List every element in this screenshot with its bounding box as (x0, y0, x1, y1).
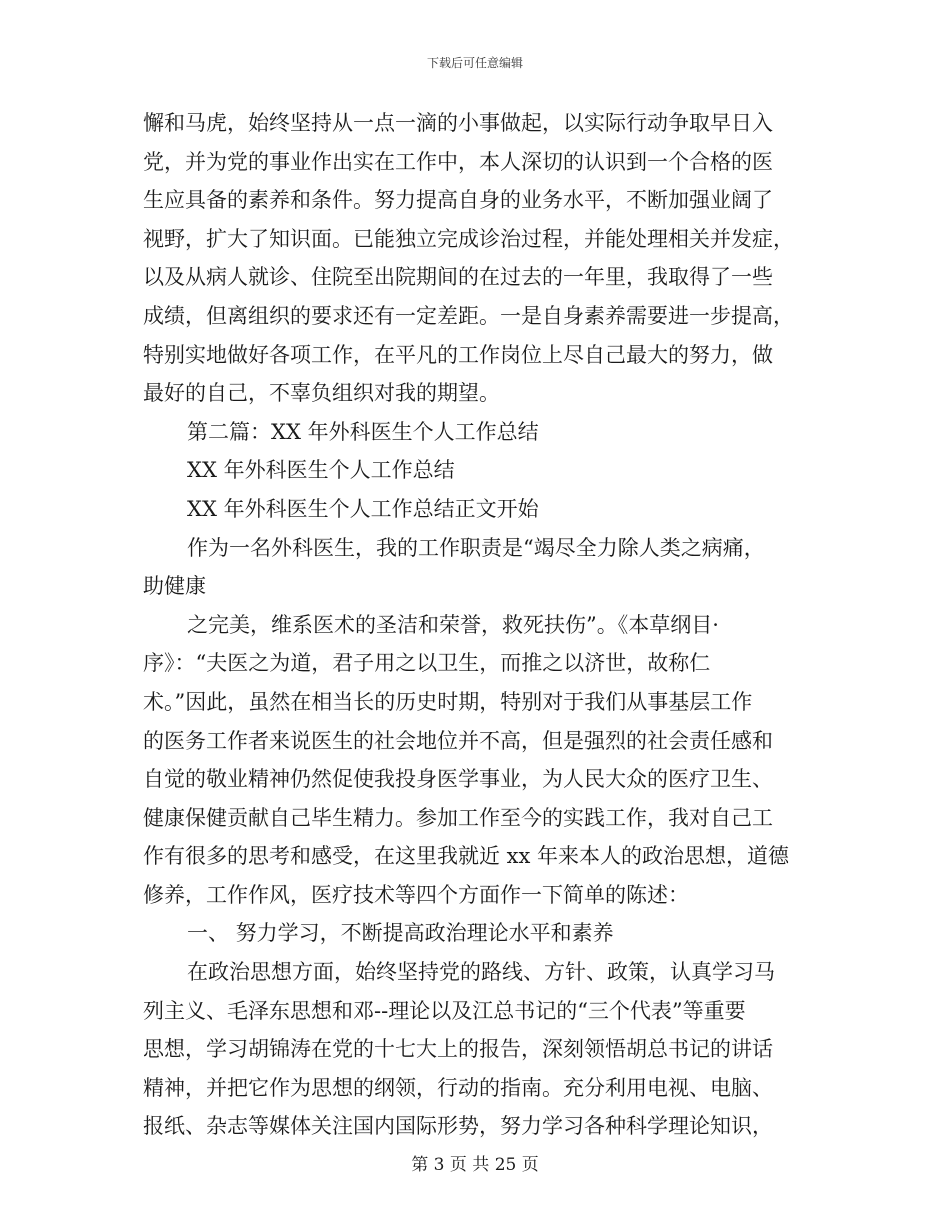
text-line: 之完美，维系医术的圣洁和荣誉，救死扶伤”。《本草纲目· (187, 612, 719, 637)
text-line: 精神，并把它作为思想的纲领，行动的指南。充分利用电视、电脑、 (143, 1075, 773, 1100)
text-line: 生应具备的素养和条件。努力提高自身的业务水平，不断加强业阔了 (143, 188, 773, 213)
text-line: 自觉的敬业精神仍然促使我投身医学事业，为人民大众的医疗卫生、 (143, 767, 773, 792)
text-line: 视野，扩大了知识面。已能独立完成诊治过程，并能处理相关并发症， (143, 226, 794, 251)
text-line: 作为一名外科医生，我的工作职责是“竭尽全力除人类之病痛， (187, 535, 765, 560)
text-line: 特别实地做好各项工作，在平凡的工作岗位上尽自己最大的努力，做 (143, 342, 773, 367)
text-line: 一、 努力学习，不断提高政治理论水平和素养 (187, 921, 614, 946)
text-line: 列主义、毛泽东思想和邓--理论以及江总书记的“三个代表”等重要 (143, 998, 746, 1023)
text-line: 助健康 (143, 574, 206, 599)
text-line: 作有很多的思考和感受，在这里我就近 xx 年来本人的政治思想，道德 (143, 844, 790, 869)
page-header: 下载后可任意编辑 (426, 56, 523, 70)
text-line: 在政治思想方面，始终坚持党的路线、方针、政策，认真学习马 (187, 960, 775, 985)
text-line: 第二篇：XX 年外科医生个人工作总结 (187, 419, 539, 444)
text-line: 报纸、杂志等媒体关注国内国际形势，努力学习各种科学理论知识， (143, 1114, 773, 1139)
text-line: XX 年外科医生个人工作总结 (187, 458, 455, 483)
text-line: 成绩，但离组织的要求还有一定差距。一是自身素养需要进一步提高， (143, 303, 794, 328)
text-line: 思想，学习胡锦涛在党的十七大上的报告，深刻领悟胡总书记的讲话 (143, 1037, 773, 1062)
text-line: 懈和马虎，始终坚持从一点一滴的小事做起，以实际行动争取早日入 (143, 111, 773, 135)
text-line: XX 年外科医生个人工作总结正文开始 (187, 496, 539, 521)
document-body (143, 104, 823, 1146)
text-line: 序》：“夫医之为道，君子用之以卫生，而推之以济世，故称仁 (143, 651, 711, 676)
text-line: 党，并为党的事业作出实在工作中，本人深切的认识到一个合格的医 (143, 149, 773, 174)
text-line: 最好的自己，不辜负组织对我的期望。 (143, 381, 500, 406)
text-line: 术。”因此，虽然在相当长的历史时期，特别对于我们从事基层工作 (143, 689, 753, 714)
page-number: 第 3 页 共 25 页 (411, 1155, 539, 1175)
text-line: 以及从病人就诊、住院至出院期间的在过去的一年里，我取得了一些 (143, 265, 773, 290)
text-line: 修养，工作作风，医疗技术等四个方面作一下简单的陈述： (143, 882, 689, 907)
text-line: 的医务工作者来说医生的社会地位并不高，但是强烈的社会责任感和 (143, 728, 773, 753)
text-line: 健康保健贡献自己毕生精力。参加工作至今的实践工作，我对自己工 (143, 805, 773, 830)
